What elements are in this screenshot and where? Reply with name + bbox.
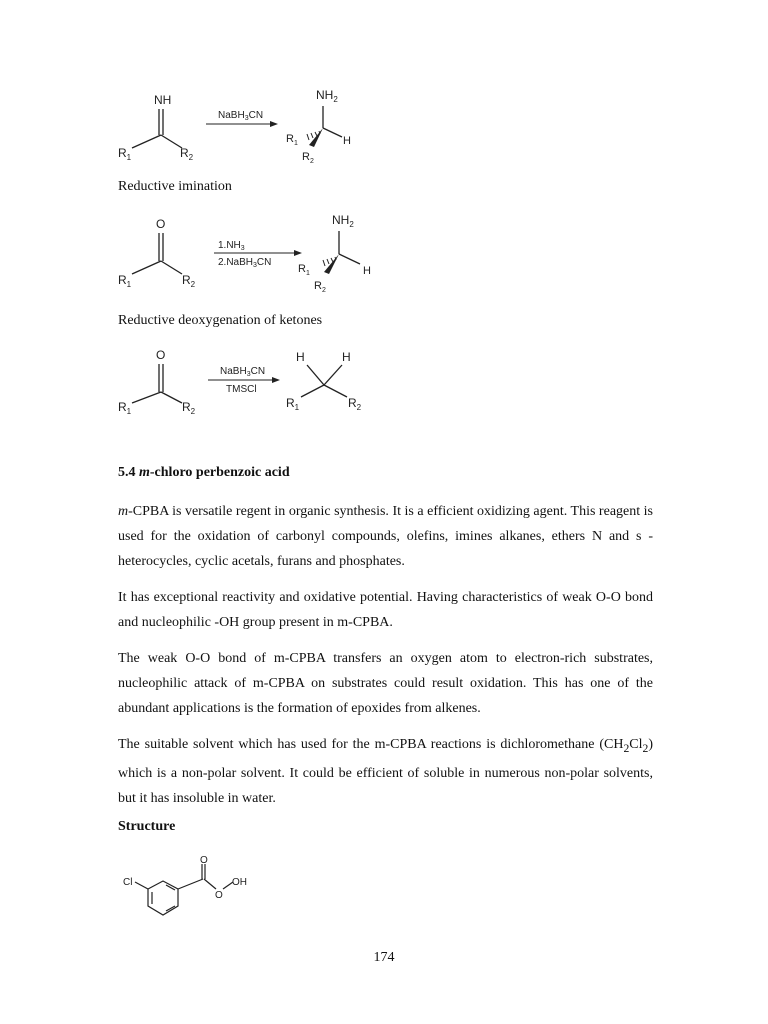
product-r1-label: $R_1$ xyxy=(286,396,300,412)
product-h-label: H xyxy=(343,135,351,147)
scheme-imine-reduction xyxy=(110,82,380,177)
paragraph-4: The suitable solvent which has used for the m-CPBA reactions is dichloromethane $(CH_2Cl_2)$ which is a non-polar solvent. It could be efficient of soluble in numerous non-polar solvents, but it has insoluble in water. xyxy=(118,737,653,806)
reagent-line2: TMSCl xyxy=(226,384,257,395)
paragraph-3: The weak O-O bond of m-CPBA transfers an oxygen atom to electron-rich substrates, nucleophilic attack of m-CPBA on substrates could result oxidation. This has one of the abundant applications is the formation of epoxides from alkenes. xyxy=(118,651,653,716)
reagent-line1: NaBH$_3$CN xyxy=(220,366,266,378)
product-r1-label: $R_1$ xyxy=(298,263,310,277)
caption-reductive-imination: Reductive imination xyxy=(118,179,232,194)
product-r2-label: $R_2$ xyxy=(348,396,362,412)
r2-label: $R_2$ xyxy=(180,146,194,162)
reagent-line1: $1.NH_3$ xyxy=(218,240,245,252)
product-h-right: H xyxy=(342,350,351,364)
r1-label: $R_1$ xyxy=(118,273,132,289)
o-mid-label: O xyxy=(215,890,223,901)
product-nh2-label: $NH_2$ xyxy=(332,213,354,229)
product-r1-label: $R_1$ xyxy=(286,133,298,147)
scheme-ketone-amination xyxy=(110,208,380,303)
r1-label: $R_1$ xyxy=(118,146,132,162)
product-r2-label: $R_2$ xyxy=(314,280,326,294)
paragraph-1: m-CPBA is versatile regent in organic synthesis. It is a efficient oxidizing agent. This reagent is used for the oxidation of carbonyl compounds, olefins, imines alkanes, ethers N and s - heterocycles, cyclic acetals, furans and phosphates. xyxy=(118,504,653,569)
r2-label: $R_2$ xyxy=(182,273,196,289)
product-r2-label: $R_2$ xyxy=(302,151,314,165)
mcpba-structure xyxy=(115,852,255,932)
caption-reductive-deoxygenation: Reductive deoxygenation of ketones xyxy=(118,313,323,328)
paragraph-2: It has exceptional reactivity and oxidative potential. Having characteristics of weak O-O bond and nucleophilic -OH group present in m-CPBA. xyxy=(118,590,653,630)
r1-label: $R_1$ xyxy=(118,400,132,416)
oh-label: OH xyxy=(232,877,247,888)
product-nh2-label: $NH_2$ xyxy=(316,88,338,104)
reagent-line2: 2.NaBH$_3$CN xyxy=(218,257,272,269)
section-heading: 5.4 m-chloro perbenzoic acid xyxy=(118,465,290,480)
reactant-nh-label: NH xyxy=(154,93,172,107)
wedge-bond xyxy=(309,128,323,147)
reactant-o-label: O xyxy=(156,348,166,362)
reagent-label: NaBH$_3$CN xyxy=(218,110,264,122)
o-top-label: O xyxy=(200,855,208,866)
product-h-label: H xyxy=(363,265,371,277)
page-number: 174 xyxy=(373,950,395,965)
reactant-o-label: O xyxy=(156,217,166,231)
cl-label: Cl xyxy=(123,877,133,888)
scheme-deoxygenation xyxy=(110,345,380,420)
structure-heading: Structure xyxy=(118,819,176,834)
wedge-bond xyxy=(324,254,339,274)
r2-label: $R_2$ xyxy=(182,400,196,416)
product-h-left: H xyxy=(296,350,305,364)
